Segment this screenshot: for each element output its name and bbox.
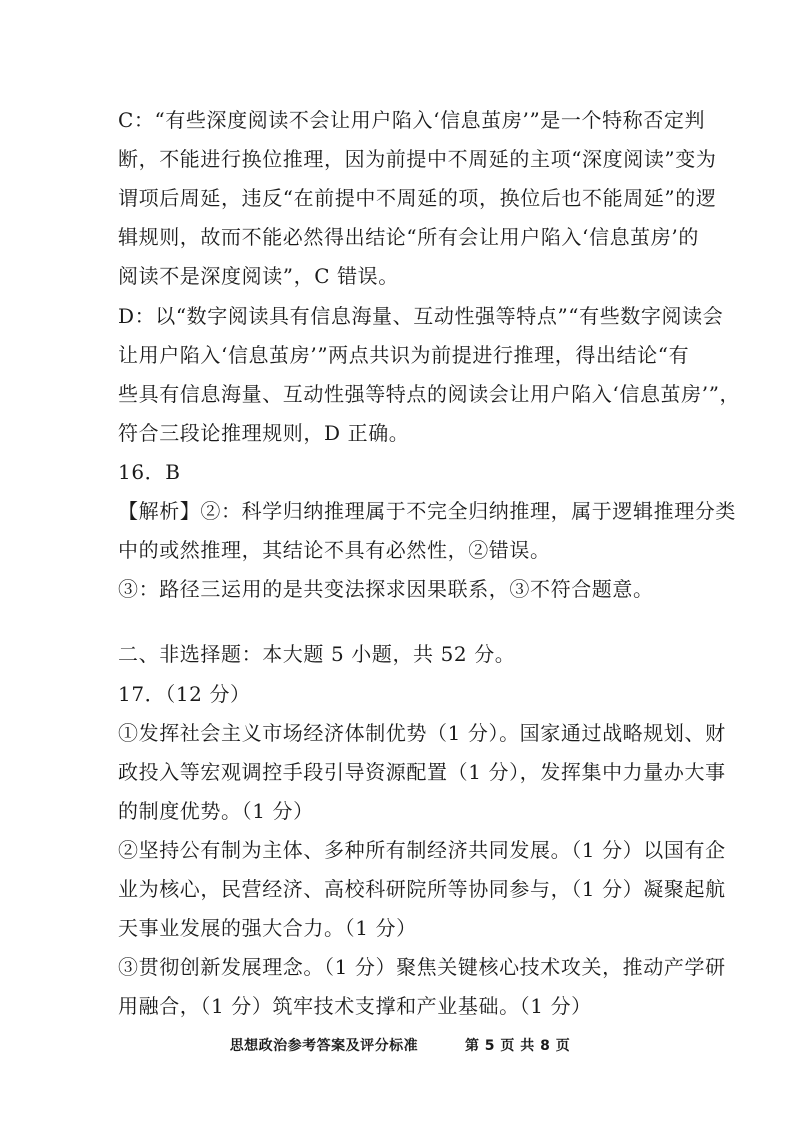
q17-point-3-line-2: 用融合，（1 分）筑牢技术支撑和产业基础。（1 分） [118, 994, 592, 1018]
question-17-heading: 17．（12 分） [118, 682, 251, 706]
question-16-answer: 16．B [118, 460, 181, 484]
footer-page-number: 第 5 页 共 8 页 [464, 1038, 571, 1054]
answer-d-line-3: 些具有信息海量、互动性强等特点的阅读会让用户陷入‘信息茧房’”， [118, 382, 741, 406]
answer-c-line-2: 断，不能进行换位推理，因为前提中不周延的主项“深度阅读”变为 [118, 147, 717, 171]
section-heading: 二、非选择题：本大题 5 小题，共 52 分。 [118, 642, 516, 666]
q17-point-2-line-1: ②坚持公有制为主体、多种所有制经济共同发展。（1 分）以国有企 [118, 838, 726, 862]
analysis-line-2: 中的或然推理，其结论不具有必然性，②错误。 [118, 538, 551, 562]
q17-point-1-line-1: ①发挥社会主义市场经济体制优势（1 分）。国家通过战略规划、财 [118, 721, 726, 745]
analysis-line-3: ③：路径三运用的是共变法探求因果联系，③不符合题意。 [118, 577, 654, 601]
answer-c-line-1: C：“有些深度阅读不会让用户陷入‘信息茧房’”是一个特称否定判 [118, 108, 706, 132]
q17-point-2-line-3: 天事业发展的强大合力。（1 分） [118, 916, 417, 940]
q17-point-1-line-3: 的制度优势。（1 分） [118, 799, 314, 823]
answer-d-line-1: D：以“数字阅读具有信息海量、互动性强等特点”“有些数字阅读会 [118, 304, 724, 328]
q17-point-1-line-2: 政投入等宏观调控手段引导资源配置（1 分），发挥集中力量办大事 [118, 760, 726, 784]
analysis-line-1: 【解析】②：科学归纳推理属于不完全归纳推理，属于逻辑推理分类 [118, 499, 736, 523]
footer-title: 思想政治参考答案及评分标准 [229, 1038, 419, 1054]
page-footer [0, 1036, 800, 1056]
q17-point-2-line-2: 业为核心，民营经济、高校科研院所等协同参与，（1 分）凝聚起航 [118, 877, 726, 901]
answer-c-line-5: 阅读不是深度阅读”，C 错误。 [118, 264, 399, 288]
q17-point-3-line-1: ③贯彻创新发展理念。（1 分）聚焦关键核心技术攻关，推动产学研 [118, 955, 726, 979]
answer-c-line-4: 辑规则，故而不能必然得出结论“所有会让用户陷入‘信息茧房’的 [118, 225, 699, 249]
answer-d-line-4: 符合三段论推理规则，D 正确。 [118, 421, 410, 445]
answer-c-line-3: 谓项后周延，违反“在前提中不周延的项，换位后也不能周延”的逻 [118, 186, 717, 210]
answer-d-line-2: 让用户陷入‘信息茧房’”两点共识为前提进行推理，得出结论“有 [118, 343, 690, 367]
